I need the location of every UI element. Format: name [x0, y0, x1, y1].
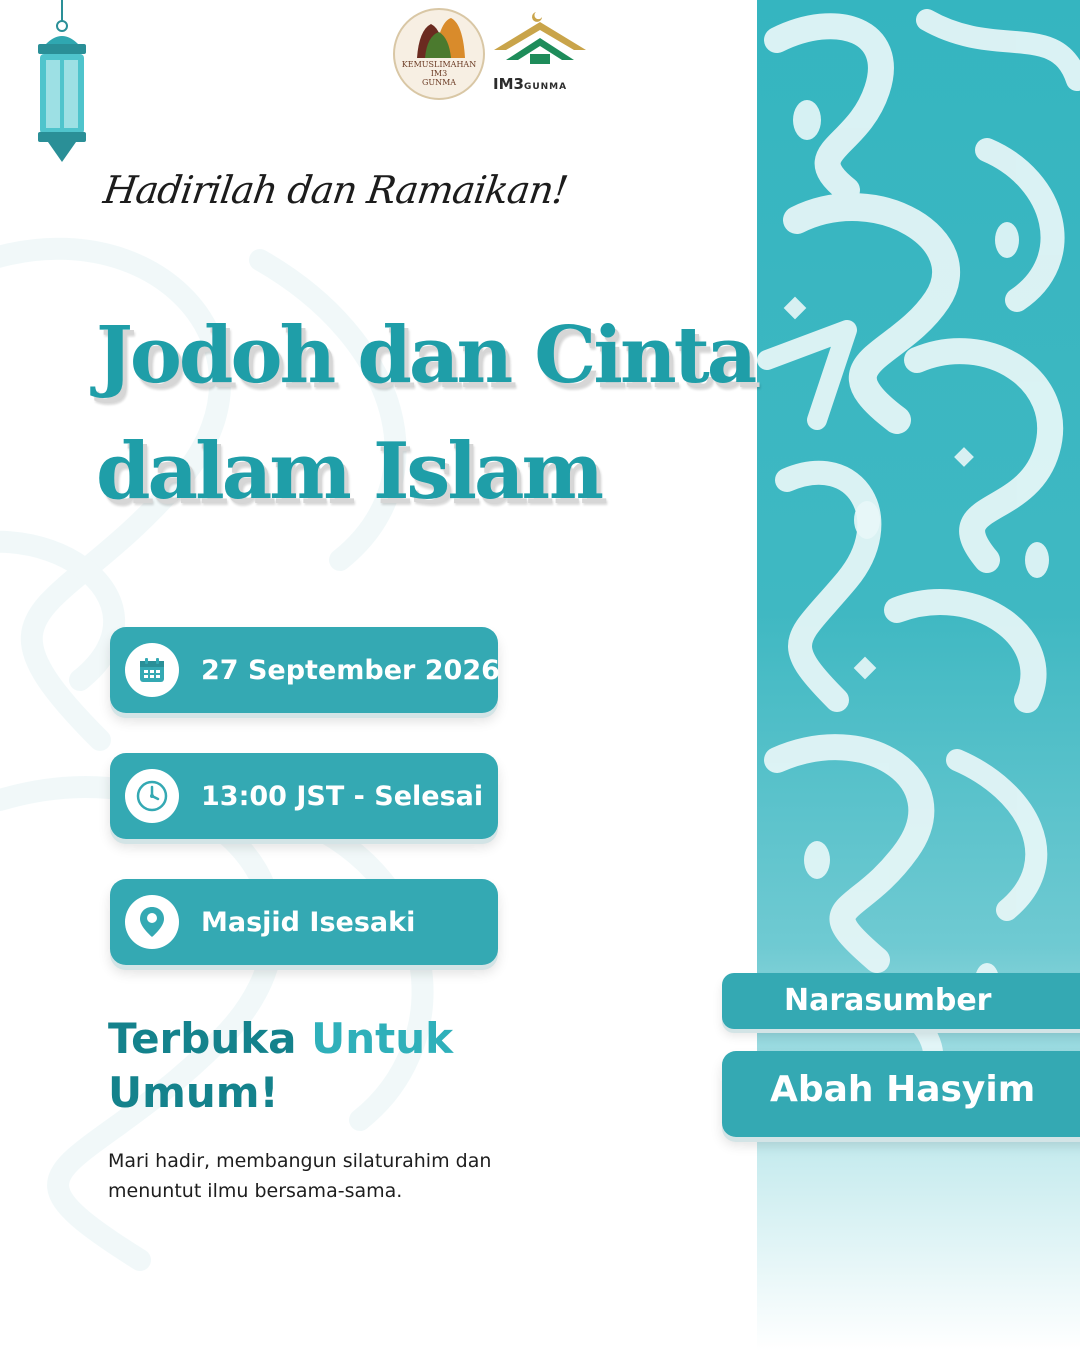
time-pill	[110, 753, 498, 839]
kemuslimahan-logo	[393, 8, 485, 100]
event-date: 27 September 2026	[201, 654, 500, 686]
location-pin-icon	[125, 895, 179, 949]
title-line-1: Jodoh dan Cinta	[96, 310, 755, 401]
speaker-label-box	[722, 973, 1080, 1029]
calligraphy-panel	[757, 0, 1080, 1351]
women-silhouette-icon	[395, 10, 485, 60]
kemuslimahan-logo-text: KEMUSLIMAHAN IM3 GUNMA	[401, 60, 477, 87]
calendar-icon	[125, 643, 179, 697]
location-pill	[110, 879, 498, 965]
speaker-name-box	[722, 1051, 1080, 1137]
lantern-icon	[24, 0, 100, 170]
clock-icon	[125, 769, 179, 823]
im3-gunma-logo	[490, 8, 590, 98]
im3-gunma-brand-text: IM3GUNMA	[493, 75, 568, 93]
page-title	[96, 298, 754, 530]
event-description: Mari hadir, membangun silaturahim dan menuntut ilmu bersama-sama.	[108, 1150, 492, 1202]
speaker-label: Narasumber	[784, 983, 992, 1018]
event-location: Masjid Isesaki	[201, 906, 416, 938]
mosque-roof-icon	[490, 8, 590, 74]
speaker-name: Abah Hasyim	[770, 1069, 1036, 1110]
event-time: 13:00 JST - Selesai	[201, 780, 484, 812]
title-line-2: dalam Islam	[96, 426, 602, 517]
date-pill	[110, 627, 498, 713]
calligraphy-pattern	[757, 0, 1080, 1351]
open-to-public-heading: Terbuka Untuk Umum!	[108, 1014, 454, 1117]
invite-script-text: Hadirilah dan Ramaikan!	[100, 168, 570, 212]
